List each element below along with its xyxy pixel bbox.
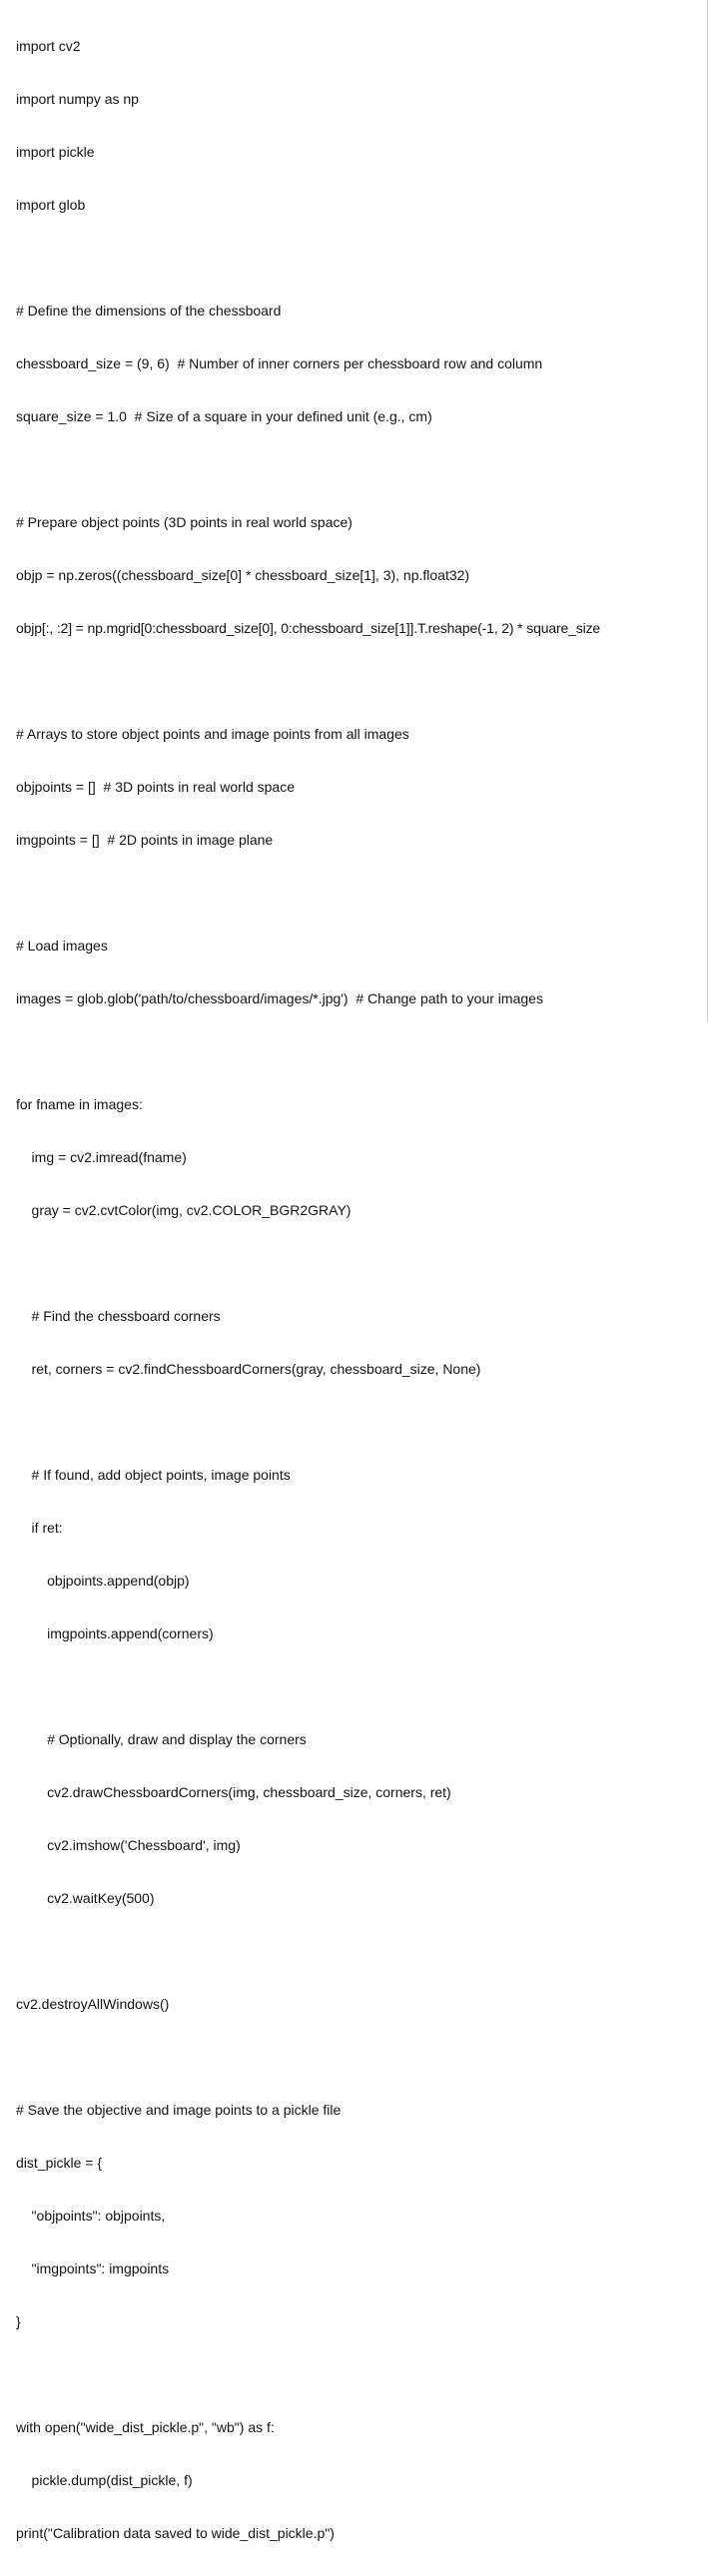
code-line bbox=[16, 1676, 705, 1697]
code-line: images = glob.glob('path/to/chessboard/images/*.jpg') # Change path to your images bbox=[16, 990, 543, 1006]
code-line: # Optionally, draw and display the corners bbox=[16, 1731, 307, 1747]
code-line: # If found, add object points, image points bbox=[16, 1467, 291, 1483]
code-line bbox=[16, 2047, 705, 2068]
code-line: objp[:, :2] = np.mgrid[0:chessboard_size[0], 0:chessboard_size[1]].T.reshape(-1, 2) * square_size bbox=[16, 620, 601, 636]
code-line: "objpoints": objpoints, bbox=[16, 2208, 166, 2224]
code-line: # Load images bbox=[16, 938, 108, 954]
code-line bbox=[16, 1941, 705, 1962]
code-line: ret, corners = cv2.findChessboardCorners(gray, chessboard_size, None) bbox=[16, 1361, 481, 1377]
code-line: import pickle bbox=[16, 144, 95, 160]
code-line: imgpoints.append(corners) bbox=[16, 1625, 214, 1641]
code-line bbox=[16, 671, 705, 692]
code-line: import glob bbox=[16, 197, 86, 213]
code-line: dist_pickle = { bbox=[16, 2155, 102, 2171]
code-line bbox=[16, 1041, 705, 1062]
code-line: with open("wide_dist_pickle.p", "wb") as f: bbox=[16, 2419, 275, 2435]
code-line: square_size = 1.0 # Size of a square in your defined unit (e.g., cm) bbox=[16, 408, 432, 424]
code-line: import cv2 bbox=[16, 38, 81, 54]
code-line: print("Calibration data saved to wide_dist_pickle.p") bbox=[16, 2525, 335, 2541]
code-line: # Arrays to store object points and image points from all images bbox=[16, 726, 409, 742]
code-line: objpoints = [] # 3D points in real world space bbox=[16, 779, 295, 795]
code-line bbox=[16, 2364, 705, 2385]
code-line: if ret: bbox=[16, 1520, 63, 1536]
code-line: objp = np.zeros((chessboard_size[0] * chessboard_size[1], 3), np.float32) bbox=[16, 567, 470, 583]
code-line: for fname in images: bbox=[16, 1096, 143, 1112]
code-line: # Find the chessboard corners bbox=[16, 1308, 221, 1324]
code-line: gray = cv2.cvtColor(img, cv2.COLOR_BGR2GRAY) bbox=[16, 1202, 352, 1218]
code-line: cv2.waitKey(500) bbox=[16, 1890, 155, 1906]
code-line: img = cv2.imread(fname) bbox=[16, 1149, 187, 1165]
code-line bbox=[16, 459, 705, 480]
code-line: imgpoints = [] # 2D points in image plane bbox=[16, 832, 274, 848]
code-line: } bbox=[16, 2313, 21, 2329]
code-line: "imgpoints": imgpoints bbox=[16, 2260, 170, 2276]
code-line: # Prepare object points (3D points in real world space) bbox=[16, 514, 353, 530]
code-line bbox=[16, 248, 705, 269]
code-line bbox=[16, 1253, 705, 1274]
code-line: cv2.imshow('Chessboard', img) bbox=[16, 1837, 241, 1853]
code-line: cv2.destroyAllWindows() bbox=[16, 1996, 170, 2012]
code-line: import numpy as np bbox=[16, 91, 139, 107]
code-line bbox=[16, 1412, 705, 1433]
code-line bbox=[16, 883, 705, 904]
code-line: # Save the objective and image points to a pickle file bbox=[16, 2102, 342, 2118]
code-listing bbox=[16, 4, 705, 2576]
code-line: pickle.dump(dist_pickle, f) bbox=[16, 2472, 193, 2488]
code-line: chessboard_size = (9, 6) # Number of inner corners per chessboard row and column bbox=[16, 355, 543, 371]
code-line: # Define the dimensions of the chessboard bbox=[16, 303, 282, 319]
code-line: cv2.drawChessboardCorners(img, chessboard_size, corners, ret) bbox=[16, 1784, 451, 1800]
code-line: objpoints.append(objp) bbox=[16, 1573, 190, 1589]
